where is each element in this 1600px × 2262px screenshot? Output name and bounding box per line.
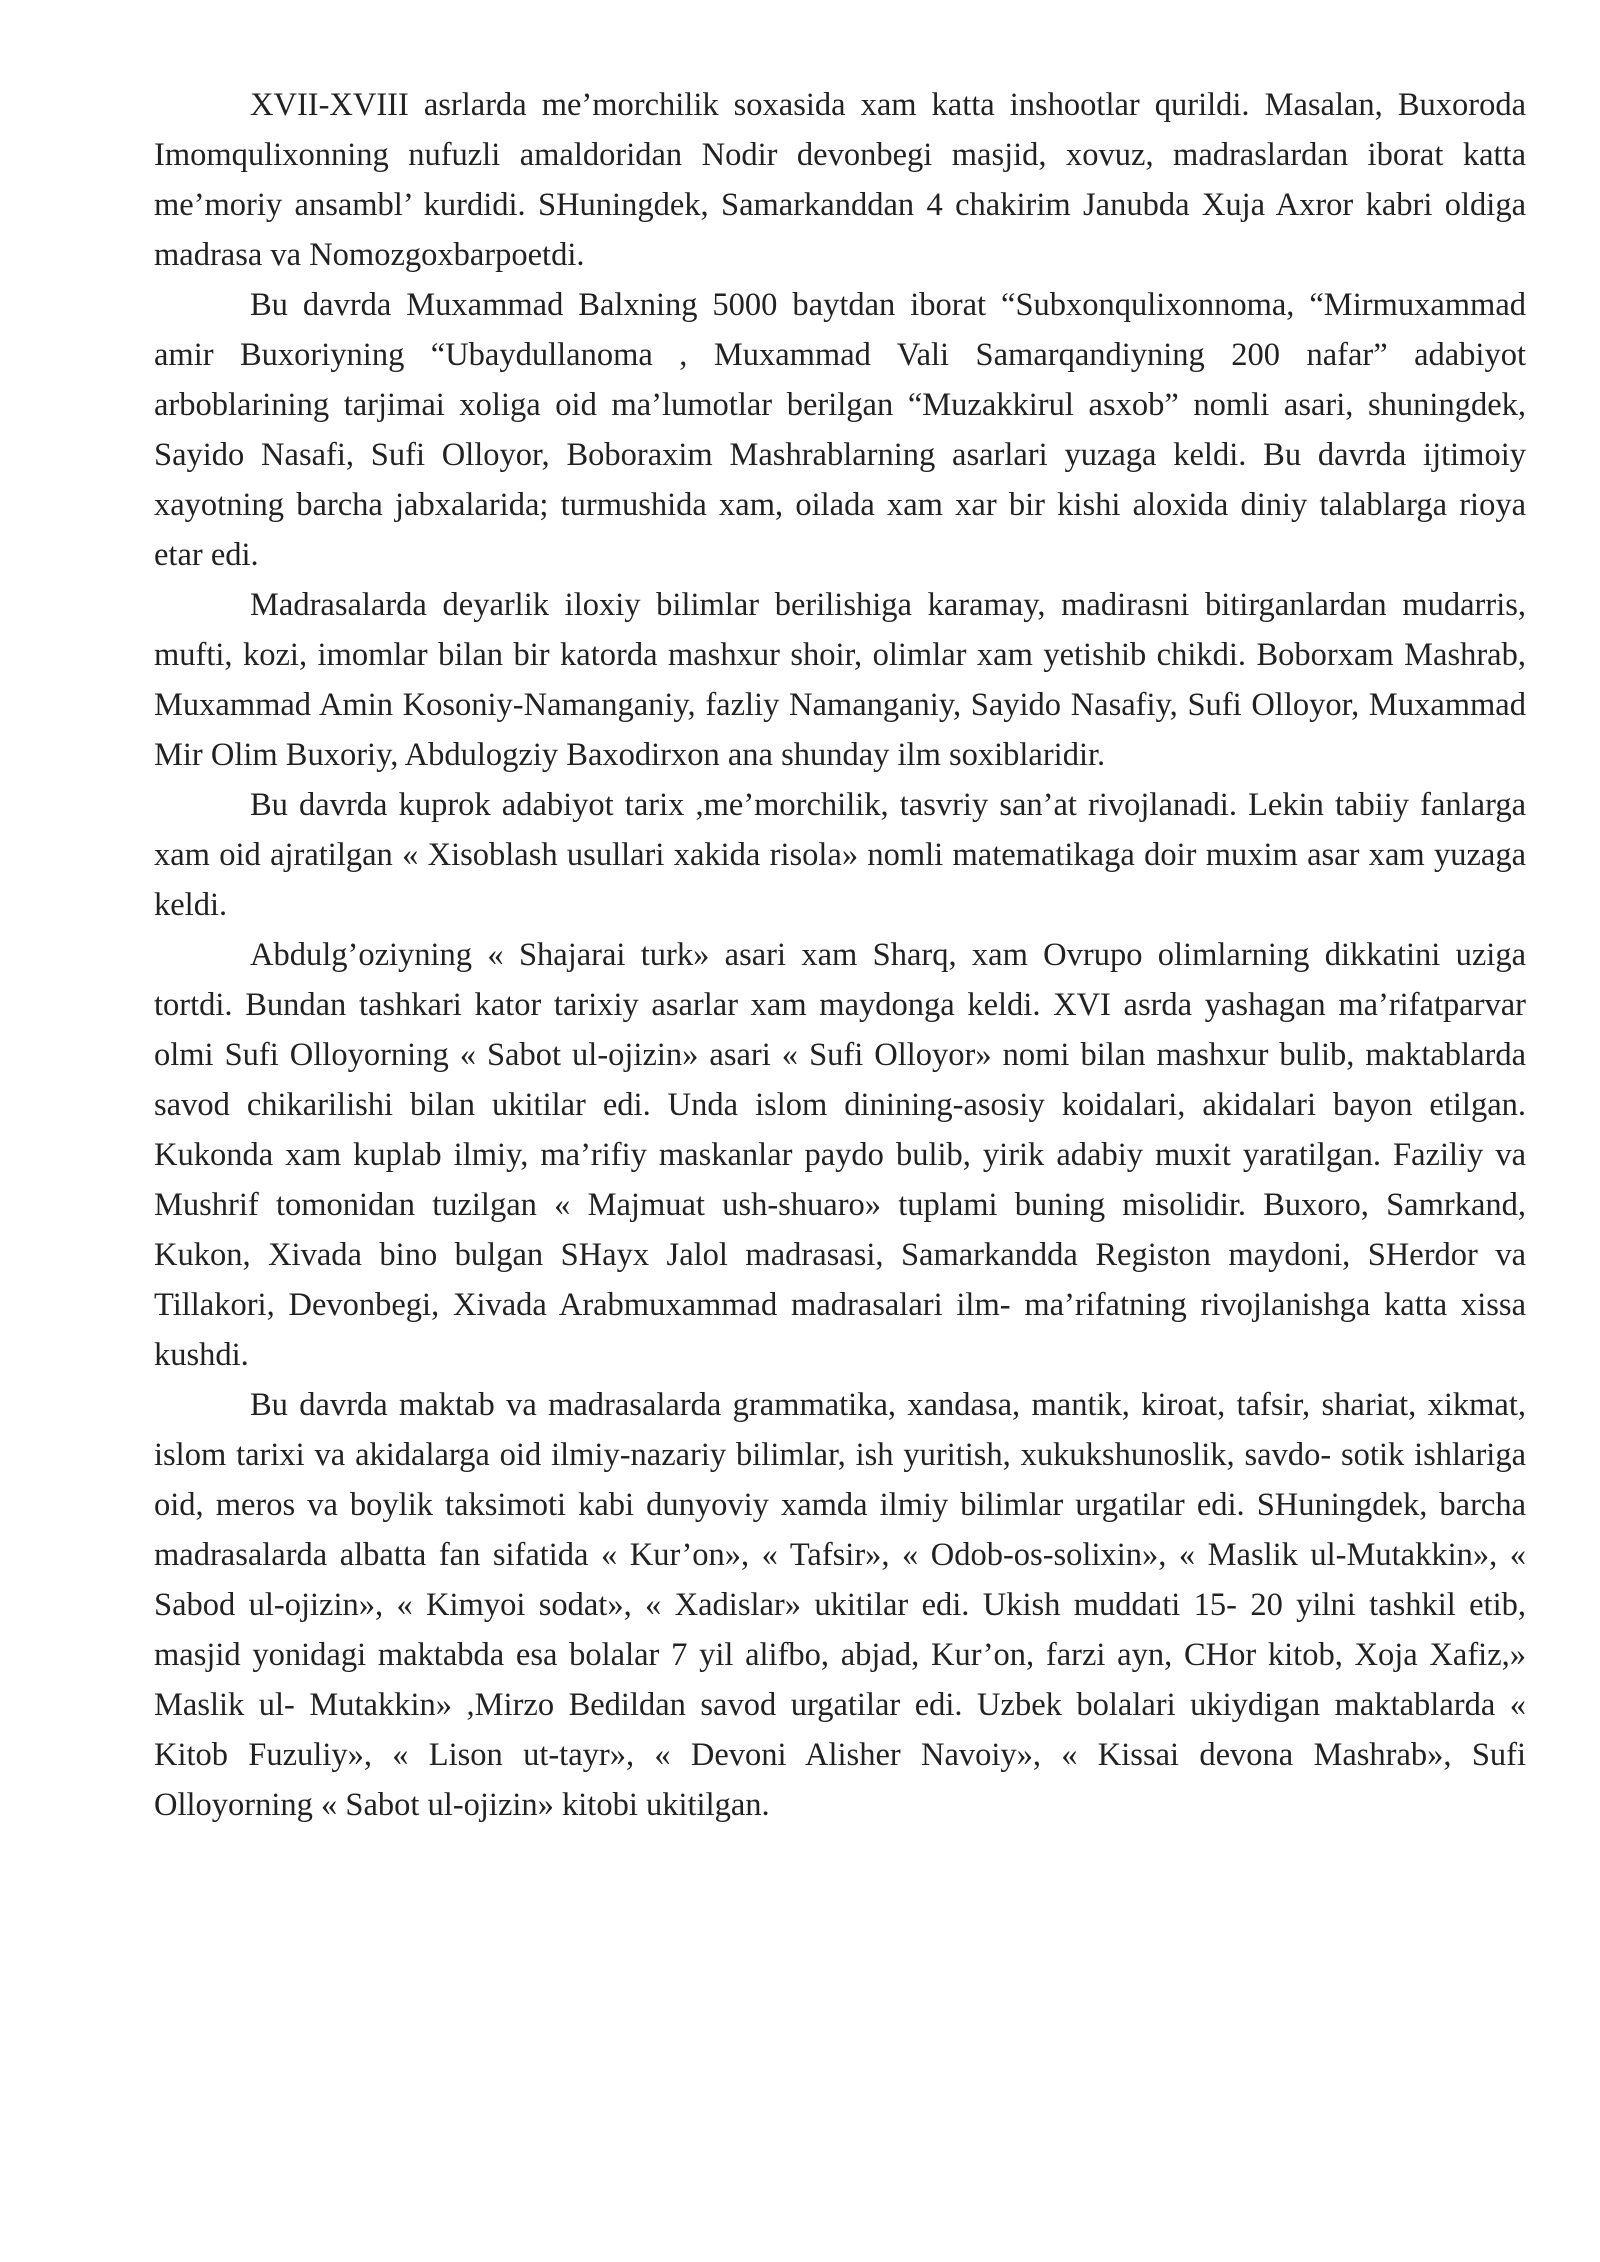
paragraph: XVII-XVIII asrlarda me’morchilik soxasida xam katta inshootlar qurildi. Masalan, Buxoroda Imomqulixonning nufuzli amaldoridan Nodir devonbegi masjid, xovuz, madraslardan iborat katta me’moriy ansambl’ kurdidi. SHuningdek, Samarkanddan 4 chakirim Janubda Xuja Axror kabri oldiga madrasa va Nomozgoxbarpoetdi. bbox=[154, 87, 1526, 273]
paragraph: Abdulg’oziyning « Shajarai turk» asari xam Sharq, xam Ovrupo olimlarning dikkatini uziga tortdi. Bundan tashkari kator tarixiy asarlar xam maydonga keldi. XVI asrda yashagan ma’rifatparvar olmi Sufi Olloyorning « Sabot ul-ojizin» asari « Sufi Olloyor» nomi bilan mashxur bulib, maktablarda savod chikarilishi bilan ukitilar edi. Unda islom dinining-asosiy koidalari, akidalari bayon etilgan. Kukonda xam kuplab ilmiy, ma’rifiy maskanlar paydo bulib, yirik adabiy muxit yaratilgan. Faziliy va Mushrif tomonidan tuzilgan « Majmuat ush-shuaro» tuplami buning misolidir. Buxoro, Samrkand, Kukon, Xivada bino bulgan SHayx Jalol madrasasi, Samarkandda Registon maydoni, SHerdor va Tillakori, Devonbegi, Xivada Arabmuxammad madrasalari ilm- ma’rifatning rivojlanishga katta xissa kushdi. bbox=[154, 937, 1526, 1373]
paragraph: Bu davrda maktab va madrasalarda grammatika, xandasa, mantik, kiroat, tafsir, shariat, xikmat, islom tarixi va akidalarga oid ilmiy-nazariy bilimlar, ish yuritish, xukukshunoslik, savdo- sotik ishlariga oid, meros va boylik taksimoti kabi dunyoviy xamda ilmiy bilimlar urgatilar edi. SHuningdek, barcha madrasalarda albatta fan sifatida « Kur’on», « Tafsir», « Odob-os-solixin», « Maslik ul-Mutakkin», « Sabod ul-ojizin», « Kimyoi sodat», « Xadislar» ukitilar edi. Ukish muddati 15- 20 yilni tashkil etib, masjid yonidagi maktabda esa bolalar 7 yil alifbo, abjad, Kur’on, farzi ayn, CHor kitob, Xoja Xafiz,» Maslik ul- Mutakkin» ,Mirzo Bedildan savod urgatilar edi. Uzbek bolalari ukiydigan maktablarda « Kitob Fuzuliy», « Lison ut-tayr», « Devoni Alisher Navoiy», « Kissai devona Mashrab», Sufi Olloyorning « Sabot ul-ojizin» kitobi ukitilgan. bbox=[154, 1387, 1526, 1823]
paragraph: Madrasalarda deyarlik iloxiy bilimlar berilishiga karamay, madirasni bitirganlardan mudarris, mufti, kozi, imomlar bilan bir katorda mashxur shoir, olimlar xam yetishib chikdi. Boborxam Mashrab, Muxammad Amin Kosoniy-Namanganiy, fazliy Namanganiy, Sayido Nasafiy, Sufi Olloyor, Muxammad Mir Olim Buxoriy, Abdulogziy Baxodirxon ana shunday ilm soxiblaridir. bbox=[154, 587, 1526, 773]
paragraph: Bu davrda kuprok adabiyot tarix ,me’morchilik, tasvriy san’at rivojlanadi. Lekin tabiiy fanlarga xam oid ajratilgan « Xisoblash usullari xakida risola» nomli matematikaga doir muxim asar xam yuzaga keldi. bbox=[154, 787, 1526, 923]
document-page bbox=[154, 80, 1526, 1830]
paragraph: Bu davrda Muxammad Balxning 5000 baytdan iborat “Subxonqulixonnoma, “Mirmuxammad amir Buxoriyning “Ubaydullanoma , Muxammad Vali Samarqandiyning 200 nafar” adabiyot arboblarining tarjimai xoliga oid ma’lumotlar berilgan “Muzakkirul asxob” nomli asari, shuningdek, Sayido Nasafi, Sufi Olloyor, Boboraxim Mashrablarning asarlari yuzaga keldi. Bu davrda ijtimoiy xayotning barcha jabxalarida; turmushida xam, oilada xam xar bir kishi aloxida diniy talablarga rioya etar edi. bbox=[154, 287, 1526, 573]
